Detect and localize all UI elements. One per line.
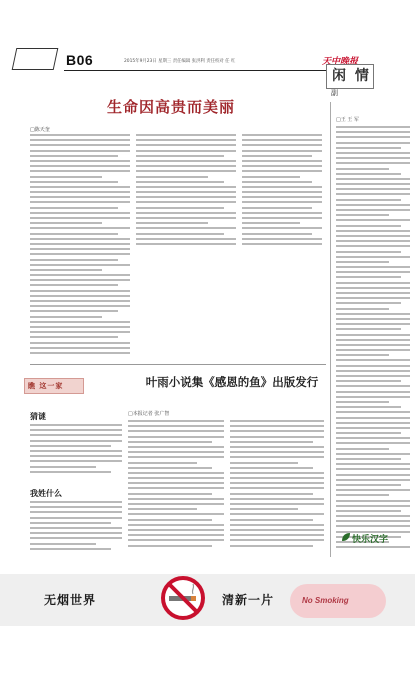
- text-line: [242, 201, 322, 203]
- text-line: [336, 417, 410, 419]
- text-line: [128, 493, 212, 495]
- text-line: [30, 429, 122, 431]
- text-line: [336, 479, 410, 481]
- text-line: [128, 462, 197, 464]
- text-line: [136, 150, 236, 152]
- column-brand-mark: 快乐汉字: [352, 535, 389, 545]
- text-line: [136, 165, 236, 167]
- text-line: [136, 170, 236, 172]
- text-line: [336, 225, 401, 227]
- text-line: [30, 450, 122, 452]
- text-line: [336, 126, 410, 128]
- text-line: [336, 256, 410, 258]
- text-line: [136, 243, 236, 245]
- text-line: [242, 165, 322, 167]
- news-column-1: [128, 420, 224, 554]
- text-line: [30, 233, 118, 235]
- text-line: [30, 191, 130, 193]
- text-line: [128, 524, 224, 526]
- text-line: [30, 543, 96, 545]
- text-line: [136, 201, 236, 203]
- text-line: [336, 219, 410, 221]
- text-line: [128, 498, 224, 500]
- text-line: [336, 204, 410, 206]
- text-line: [336, 328, 401, 330]
- piece-title-riddle: 猜谜: [30, 412, 46, 421]
- text-line: [336, 152, 410, 154]
- text-line: [242, 155, 312, 157]
- text-line: [30, 347, 130, 349]
- text-line: [128, 420, 224, 422]
- text-line: [336, 463, 410, 465]
- text-line: [230, 451, 324, 453]
- text-line: [336, 266, 410, 268]
- ad-slogan-right: 清新一片: [222, 593, 275, 607]
- text-line: [30, 279, 130, 281]
- text-line: [230, 513, 324, 515]
- text-line: [336, 505, 410, 507]
- text-line: [136, 186, 236, 188]
- text-line: [336, 432, 401, 434]
- text-line: [242, 176, 300, 178]
- text-line: [230, 441, 313, 443]
- text-line: [242, 191, 322, 193]
- text-line: [136, 238, 236, 240]
- text-line: [30, 522, 111, 524]
- text-line: [336, 515, 410, 517]
- text-line: [336, 525, 410, 527]
- text-line: [30, 264, 130, 266]
- text-line: [336, 276, 401, 278]
- text-line: [336, 359, 410, 361]
- text-line: [230, 482, 324, 484]
- text-line: [128, 456, 224, 458]
- text-line: [136, 222, 208, 224]
- text-line: [336, 484, 401, 486]
- text-line: [30, 471, 111, 473]
- text-line: [336, 500, 410, 502]
- text-line: [30, 295, 130, 297]
- text-line: [30, 243, 130, 245]
- text-line: [242, 233, 312, 235]
- text-line: [30, 300, 130, 302]
- text-line: [336, 370, 410, 372]
- text-line: [336, 287, 410, 289]
- text-line: [128, 441, 212, 443]
- text-line: [242, 212, 322, 214]
- text-line: [30, 253, 130, 255]
- text-line: [242, 181, 312, 183]
- text-line: [230, 477, 324, 479]
- piece-body-surname: [30, 501, 122, 555]
- text-line: [336, 349, 410, 351]
- text-line: [128, 477, 224, 479]
- text-line: [136, 160, 236, 162]
- text-line: [242, 139, 322, 141]
- text-line: [230, 503, 324, 505]
- text-line: [242, 227, 322, 229]
- text-line: [30, 150, 130, 152]
- text-line: [336, 302, 401, 304]
- text-line: [336, 313, 410, 315]
- text-line: [128, 425, 224, 427]
- news-byline: □本报记者 张广智: [128, 411, 170, 417]
- main-article-column-3: [242, 134, 322, 252]
- text-line: [242, 150, 322, 152]
- text-line: [30, 212, 130, 214]
- text-line: [30, 181, 118, 183]
- text-line: [230, 467, 313, 469]
- text-line: [136, 212, 236, 214]
- text-line: [128, 534, 224, 536]
- text-line: [230, 462, 298, 464]
- text-line: [230, 539, 324, 541]
- text-line: [336, 188, 410, 190]
- text-line: [30, 506, 122, 508]
- page-number: B06: [66, 52, 94, 68]
- text-line: [30, 424, 122, 426]
- text-line: [30, 460, 122, 462]
- text-line: [30, 440, 122, 442]
- text-line: [128, 467, 212, 469]
- text-line: [30, 316, 102, 318]
- text-line: [230, 487, 324, 489]
- text-line: [30, 434, 122, 436]
- text-line: [230, 493, 313, 495]
- text-line: [336, 510, 401, 512]
- text-line: [336, 292, 410, 294]
- text-line: [128, 482, 224, 484]
- ad-english-slogan: No Smoking: [302, 596, 349, 605]
- ad-slogan-left: 无烟世界: [44, 593, 97, 607]
- text-line: [30, 196, 130, 198]
- text-line: [30, 284, 118, 286]
- text-line: [30, 165, 130, 167]
- leaf-icon: [340, 531, 352, 543]
- text-line: [336, 230, 410, 232]
- text-line: [336, 489, 410, 491]
- text-line: [242, 238, 322, 240]
- text-line: [30, 310, 118, 312]
- text-line: [336, 271, 410, 273]
- text-line: [336, 297, 410, 299]
- text-line: [242, 134, 322, 136]
- main-article-column-2: [136, 134, 236, 252]
- text-line: [336, 468, 410, 470]
- text-line: [336, 199, 401, 201]
- main-article-divider: [30, 364, 326, 365]
- section-subtitle: 副: [331, 89, 338, 97]
- text-line: [336, 520, 410, 522]
- text-line: [30, 139, 130, 141]
- page-header: [0, 0, 415, 97]
- main-article-column-1: [30, 134, 130, 362]
- text-line: [136, 155, 224, 157]
- text-line: [136, 181, 224, 183]
- text-line: [336, 261, 389, 263]
- text-line: [136, 233, 224, 235]
- text-line: [30, 532, 122, 534]
- text-line: [30, 455, 122, 457]
- text-line: [128, 472, 224, 474]
- text-line: [30, 274, 130, 276]
- text-line: [242, 243, 322, 245]
- right-column-separator: [330, 102, 331, 557]
- text-line: [30, 537, 122, 539]
- text-line: [30, 144, 130, 146]
- text-line: [30, 186, 130, 188]
- text-line: [336, 183, 410, 185]
- text-line: [242, 222, 300, 224]
- text-line: [136, 191, 236, 193]
- text-line: [336, 375, 410, 377]
- text-line: [336, 136, 410, 138]
- text-line: [336, 251, 401, 253]
- text-line: [230, 472, 324, 474]
- text-line: [128, 545, 212, 547]
- text-line: [30, 155, 118, 157]
- text-line: [336, 474, 410, 476]
- text-line: [336, 406, 401, 408]
- text-line: [242, 196, 322, 198]
- text-line: [230, 425, 324, 427]
- text-line: [336, 173, 401, 175]
- text-line: [30, 201, 130, 203]
- text-line: [136, 139, 236, 141]
- header-rule: [64, 70, 326, 71]
- piece-body-riddle: [30, 424, 122, 480]
- text-line: [336, 131, 410, 133]
- text-line: [242, 170, 322, 172]
- text-line: [242, 144, 322, 146]
- text-line: [230, 430, 324, 432]
- text-line: [336, 209, 410, 211]
- text-line: [230, 529, 324, 531]
- section-title: 闲 情: [332, 68, 371, 84]
- text-line: [336, 282, 410, 284]
- text-line: [336, 162, 410, 164]
- text-line: [30, 326, 130, 328]
- text-line: [242, 207, 312, 209]
- text-line: [336, 442, 410, 444]
- text-line: [336, 391, 410, 393]
- text-line: [336, 494, 389, 496]
- text-line: [128, 436, 224, 438]
- text-line: [136, 227, 236, 229]
- text-line: [128, 513, 224, 515]
- text-line: [336, 401, 389, 403]
- text-line: [30, 501, 122, 503]
- right-article-byline: □王 王 军: [336, 117, 359, 123]
- text-line: [30, 352, 130, 354]
- text-line: [336, 323, 410, 325]
- section-badge-label: 瞧 这一家: [28, 382, 64, 390]
- text-line: [242, 186, 322, 188]
- main-article-byline: □陈天奎: [30, 127, 50, 133]
- text-line: [242, 217, 322, 219]
- text-line: [336, 448, 389, 450]
- text-line: [30, 207, 118, 209]
- text-line: [230, 420, 324, 422]
- text-line: [136, 217, 236, 219]
- text-line: [30, 248, 130, 250]
- text-line: [30, 511, 122, 513]
- text-line: [336, 214, 389, 216]
- text-line: [128, 430, 224, 432]
- text-line: [30, 259, 118, 261]
- text-line: [30, 342, 130, 344]
- text-line: [230, 508, 298, 510]
- text-line: [128, 519, 212, 521]
- text-line: [336, 453, 410, 455]
- text-line: [136, 196, 236, 198]
- text-line: [336, 235, 410, 237]
- text-line: [336, 245, 410, 247]
- text-line: [128, 487, 224, 489]
- text-line: [230, 446, 324, 448]
- text-line: [230, 519, 313, 521]
- text-line: [336, 339, 410, 341]
- text-line: [336, 546, 410, 548]
- text-line: [30, 269, 102, 271]
- text-line: [336, 168, 389, 170]
- news-title: 叶雨小说集《感恩的鱼》出版发行: [145, 375, 319, 389]
- text-line: [336, 411, 410, 413]
- text-line: [336, 308, 389, 310]
- text-line: [128, 451, 224, 453]
- text-line: [230, 534, 324, 536]
- text-line: [336, 157, 410, 159]
- text-line: [336, 240, 410, 242]
- text-line: [230, 436, 324, 438]
- text-line: [30, 517, 122, 519]
- text-line: [128, 539, 224, 541]
- text-line: [336, 385, 410, 387]
- text-line: [230, 545, 313, 547]
- text-line: [30, 134, 130, 136]
- text-line: [336, 427, 410, 429]
- piece-title-surname: 我姓什么: [30, 489, 62, 498]
- text-line: [336, 396, 410, 398]
- text-line: [30, 527, 122, 529]
- text-line: [336, 178, 410, 180]
- header-meta: 2015年9月23日 星期三 责任编辑 张洪利 责任校对 任 红: [124, 59, 236, 64]
- text-line: [336, 365, 410, 367]
- text-line: [336, 318, 410, 320]
- text-line: [336, 142, 410, 144]
- text-line: [30, 331, 130, 333]
- text-line: [30, 445, 111, 447]
- text-line: [336, 147, 401, 149]
- text-line: [128, 508, 197, 510]
- masthead-logo-box: [12, 48, 59, 70]
- text-line: [30, 321, 130, 323]
- text-line: [230, 498, 324, 500]
- text-line: [230, 456, 324, 458]
- text-line: [30, 336, 118, 338]
- text-line: [30, 290, 130, 292]
- text-line: [30, 227, 130, 229]
- text-line: [242, 160, 322, 162]
- no-smoking-icon: [160, 575, 206, 621]
- main-article-title: 生命因高贵而美丽: [106, 98, 235, 116]
- news-column-2: [230, 420, 324, 554]
- text-line: [336, 193, 410, 195]
- text-line: [30, 217, 130, 219]
- text-line: [136, 207, 224, 209]
- text-line: [30, 548, 111, 550]
- text-line: [128, 446, 224, 448]
- text-line: [30, 238, 130, 240]
- right-article-column: [336, 126, 410, 554]
- text-line: [30, 466, 96, 468]
- text-line: [336, 334, 410, 336]
- text-line: [336, 380, 401, 382]
- text-line: [136, 144, 236, 146]
- text-line: [230, 524, 324, 526]
- text-line: [30, 305, 130, 307]
- text-line: [30, 160, 130, 162]
- newspaper-brand: 天中晚报: [322, 57, 359, 67]
- text-line: [336, 422, 410, 424]
- text-line: [128, 529, 224, 531]
- text-line: [30, 176, 102, 178]
- text-line: [128, 503, 224, 505]
- text-line: [136, 134, 236, 136]
- text-line: [30, 222, 102, 224]
- text-line: [336, 458, 401, 460]
- text-line: [336, 344, 410, 346]
- text-line: [336, 437, 410, 439]
- text-line: [336, 354, 389, 356]
- text-line: [30, 170, 130, 172]
- text-line: [136, 176, 208, 178]
